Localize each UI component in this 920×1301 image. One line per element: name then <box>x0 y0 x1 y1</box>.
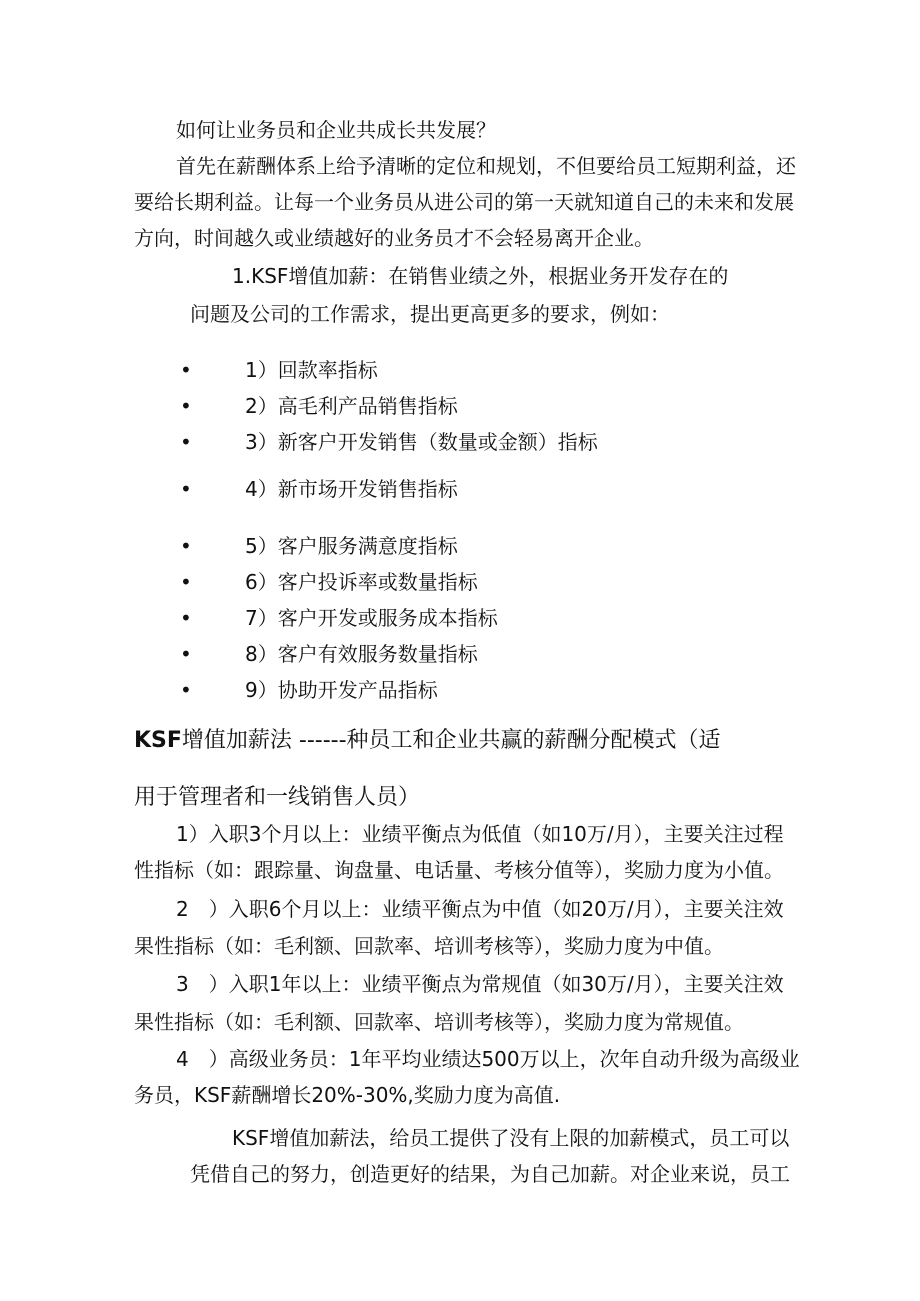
intro-question: 如何让业务员和企业共成长共发展？ <box>176 118 496 142</box>
bullet-icon: • <box>180 606 192 630</box>
bullet-icon: • <box>180 570 192 594</box>
bullet-icon: • <box>180 477 192 501</box>
tier-3-line-2: 果性指标（如：毛利额、回款率、培训考核等），奖励力度为常规值。 <box>134 1010 744 1034</box>
bullet-icon: • <box>180 534 192 558</box>
intro-paragraph-line-3: 方向，时间越久或业绩越好的业务员才不会轻易离开企业。 <box>134 226 654 250</box>
bullet-icon: • <box>180 430 192 454</box>
list-item: 3）新客户开发销售（数量或金额）指标 <box>245 430 598 454</box>
list-item: 6）客户投诉率或数量指标 <box>245 570 478 594</box>
list-item: 9）协助开发产品指标 <box>245 678 438 702</box>
section-heading-line-1 <box>134 725 721 757</box>
closing-line-1: KSF增值加薪法，给员工提供了没有上限的加薪模式，员工可以 <box>232 1126 790 1150</box>
list-item: 1）回款率指标 <box>245 358 378 382</box>
section-heading-line-2: 用于管理者和一线销售人员） <box>134 785 421 810</box>
tier-3-line-1: 3 ）入职1年以上：业绩平衡点为常规值（如30万/月），主要关注效 <box>176 972 784 996</box>
list-item: 2）高毛利产品销售指标 <box>245 394 458 418</box>
intro-paragraph-line-1: 首先在薪酬体系上给予清晰的定位和规划，不但要给员工短期利益，还 <box>176 154 796 178</box>
closing-line-2: 凭借自己的努力，创造更好的结果，为自己加薪。对企业来说，员工 <box>190 1162 790 1186</box>
bullet-icon: • <box>180 678 192 702</box>
tier-2-line-2: 果性指标（如：毛利额、回款率、培训考核等），奖励力度为中值。 <box>134 934 724 958</box>
list-item: 5）客户服务满意度指标 <box>245 534 458 558</box>
heading-title-rest: 增值加薪法 ------种员工和企业共赢的薪酬分配模式（适 <box>181 728 721 753</box>
bullet-icon: • <box>180 394 192 418</box>
bullet-icon: • <box>180 642 192 666</box>
ksf-intro-line-2: 问题及公司的工作需求，提出更高更多的要求，例如： <box>190 302 670 326</box>
ksf-intro-line-1: 1.KSF增值加薪：在销售业绩之外，根据业务开发存在的 <box>232 264 729 288</box>
tier-2-line-1: 2 ）入职6个月以上：业绩平衡点为中值（如20万/月），主要关注效 <box>176 897 784 921</box>
list-item: 8）客户有效服务数量指标 <box>245 642 478 666</box>
intro-paragraph-line-2: 要给长期利益。让每一个业务员从进公司的第一天就知道自己的未来和发展 <box>134 190 794 214</box>
tier-4-line-1: 4 ）高级业务员：1年平均业绩达500万以上，次年自动升级为高级业 <box>176 1047 800 1071</box>
tier-1-line-2: 性指标（如：跟踪量、询盘量、电话量、考核分值等），奖励力度为小值。 <box>134 858 784 882</box>
tier-4-line-2: 务员，KSF薪酬增长20%-30%,奖励力度为高值. <box>134 1083 561 1107</box>
list-item: 4）新市场开发销售指标 <box>245 477 458 501</box>
tier-1-line-1: 1）入职3个月以上：业绩平衡点为低值（如10万/月），主要关注过程 <box>176 822 784 846</box>
heading-ksf-prefix: KSF <box>134 728 182 753</box>
bullet-icon: • <box>180 358 192 382</box>
list-item: 7）客户开发或服务成本指标 <box>245 606 498 630</box>
